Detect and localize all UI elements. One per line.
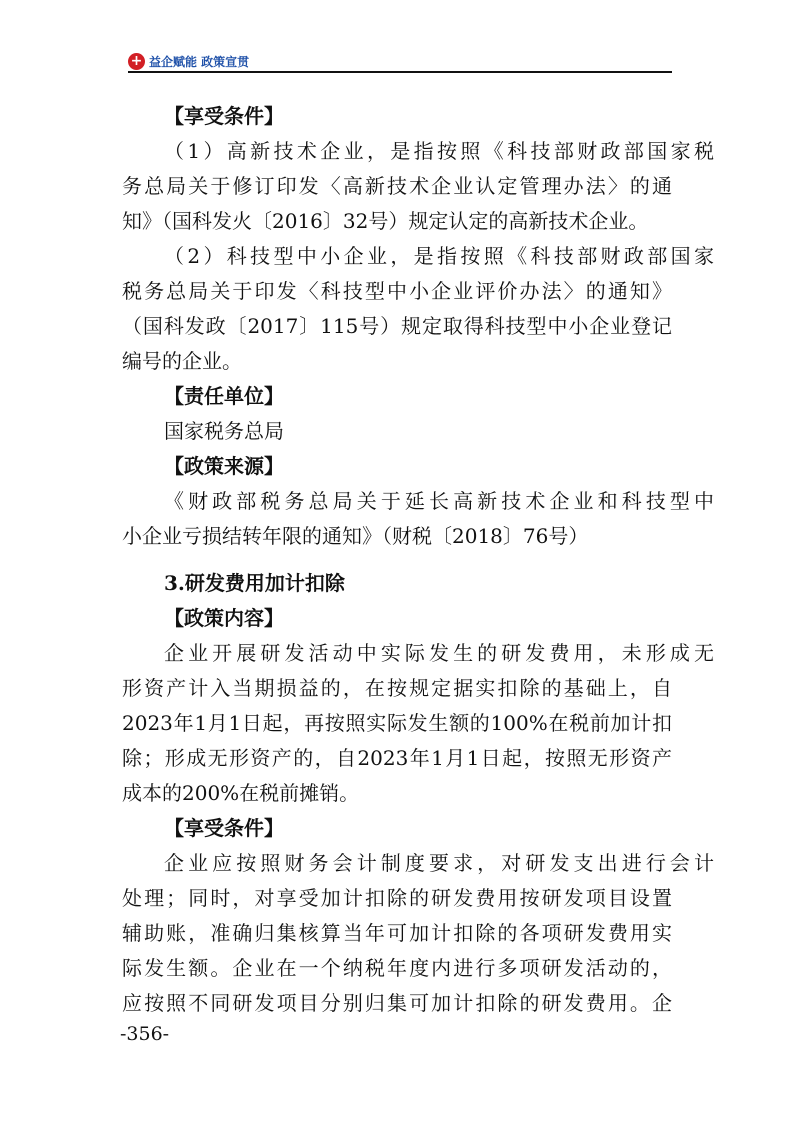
paragraph-line: 税务总局关于印发〈科技型中小企业评价办法〉的通知》 — [122, 279, 672, 303]
page-number: -356- — [120, 1023, 170, 1045]
paragraph-line: 2023年1月1日起，再按照实际发生额的100%在税前加计扣 — [122, 711, 672, 735]
paragraph-line: 务总局关于修订印发〈高新技术企业认定管理办法〉的通 — [122, 174, 672, 198]
paragraph-line: 知》（国科发火〔2016〕32号）规定认定的高新技术企业。 — [122, 209, 649, 233]
logo-emblem-icon: + — [128, 53, 145, 70]
paragraph-line: 际发生额。企业在一个纳税年度内进行多项研发活动的， — [122, 956, 672, 980]
section-heading: 【享受条件】 — [164, 816, 284, 840]
paragraph-line: 企业开展研发活动中实际发生的研发费用，未形成无 — [164, 641, 714, 665]
header-divider — [128, 71, 672, 73]
paragraph-line: 小企业亏损结转年限的通知》（财税〔2018〕76号） — [122, 524, 589, 548]
paragraph-line: 编号的企业。 — [122, 349, 242, 373]
section-heading: 【责任单位】 — [164, 384, 284, 408]
paragraph-line: （1）高新技术企业，是指按照《科技部财政部国家税 — [164, 139, 714, 163]
paragraph-line: 国家税务总局 — [164, 419, 284, 443]
paragraph-line: 辅助账，准确归集核算当年可加计扣除的各项研发费用实 — [122, 921, 672, 945]
paragraph-line: 成本的200%在税前摊销。 — [122, 781, 360, 805]
logo-text: 益企赋能 政策宣贯 — [149, 54, 250, 69]
paragraph-line: 处理；同时，对享受加计扣除的研发费用按研发项目设置 — [122, 886, 672, 910]
paragraph-line: （2）科技型中小企业，是指按照《科技部财政部国家 — [164, 244, 714, 268]
paragraph-line: 应按照不同研发项目分别归集可加计扣除的研发费用。企 — [122, 991, 672, 1015]
section-heading: 【政策来源】 — [164, 454, 284, 478]
section-title: 3.研发费用加计扣除 — [164, 571, 345, 595]
section-heading: 【享受条件】 — [164, 104, 284, 128]
paragraph-line: （国科发政〔2017〕115号）规定取得科技型中小企业登记 — [122, 314, 672, 338]
paragraph-line: 企业应按照财务会计制度要求，对研发支出进行会计 — [164, 851, 714, 875]
header-logo — [128, 51, 249, 71]
paragraph-line: 形资产计入当期损益的，在按规定据实扣除的基础上，自 — [122, 676, 672, 700]
paragraph-line: 除；形成无形资产的，自2023年1月1日起，按照无形资产 — [122, 746, 672, 770]
section-heading: 【政策内容】 — [164, 606, 284, 630]
paragraph-line: 《财政部税务总局关于延长高新技术企业和科技型中 — [164, 489, 714, 513]
page-header — [128, 50, 672, 74]
